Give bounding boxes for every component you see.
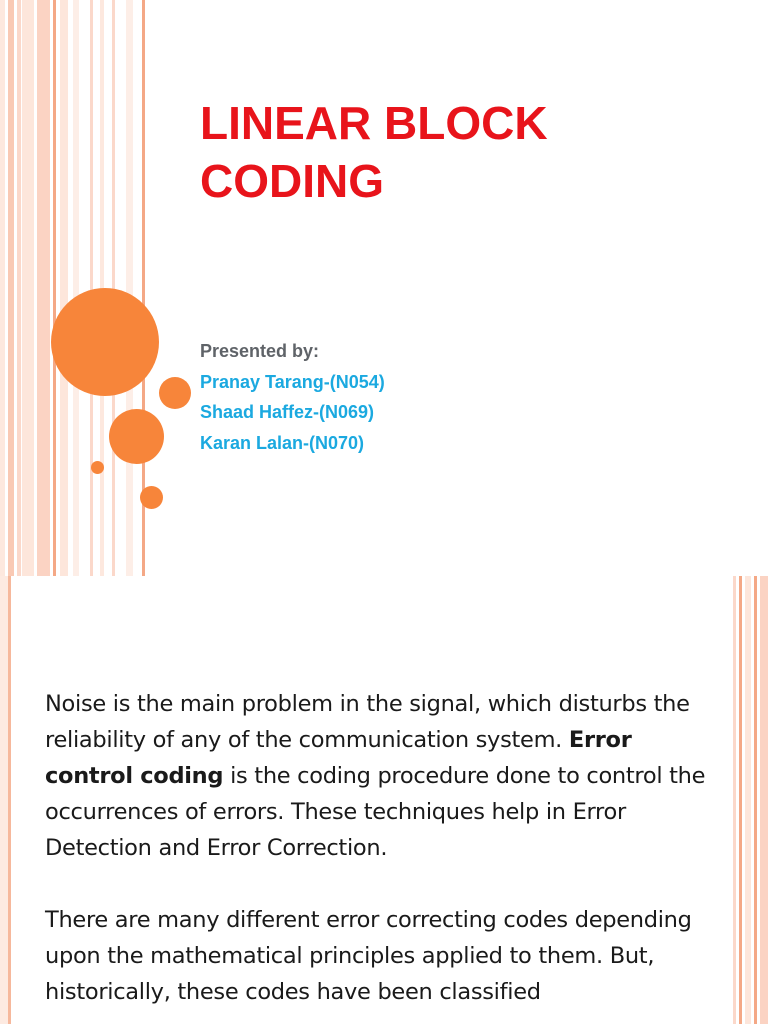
slide-body bbox=[45, 686, 725, 1024]
paragraph-2: There are many different error correcting codes depending upon the mathematical principles applied to them. But, historically, these codes have been classified bbox=[45, 907, 692, 1005]
title-line-2: CODING bbox=[200, 155, 384, 207]
decorative-stripe-right bbox=[745, 576, 751, 1024]
paragraph-1-text: Noise is the main problem in the signal, which disturbs the reliability of any of the communication system. bbox=[45, 691, 690, 753]
decorative-circle-tiny bbox=[91, 461, 104, 474]
decorative-stripe-right bbox=[733, 576, 736, 1024]
content-slide bbox=[0, 576, 768, 1024]
decorative-stripe-right bbox=[754, 576, 757, 1024]
emphasis-error-control-coding: Error control coding bbox=[45, 727, 632, 789]
decorative-stripe-left bbox=[0, 576, 8, 1024]
presented-by-label: Presented by: bbox=[200, 341, 320, 361]
decorative-stripes-left bbox=[0, 0, 150, 576]
paragraph-1-text-cont: is the coding procedure done to control the occurrences of errors. These techniques help in Error Detection and Error Correction. bbox=[45, 763, 706, 861]
decorative-circle-large bbox=[51, 288, 159, 396]
paragraph-1 bbox=[45, 686, 725, 866]
presenter-name: Karan Lalan-(N070) bbox=[200, 432, 365, 453]
decorative-circle-medium bbox=[109, 409, 164, 464]
presenters-block bbox=[200, 336, 385, 458]
decorative-stripe-left-inner bbox=[8, 576, 11, 1024]
presenter-name: Pranay Tarang-(N054) bbox=[200, 371, 385, 392]
presenter-name: Shaad Haffez-(N069) bbox=[200, 402, 375, 422]
title-line-1: LINEAR BLOCK bbox=[200, 97, 548, 149]
slide-title bbox=[200, 94, 740, 210]
decorative-circle-small-bottom bbox=[140, 486, 163, 509]
decorative-circle-small bbox=[159, 377, 191, 409]
decorative-stripe-right bbox=[739, 576, 742, 1024]
decorative-stripe-right bbox=[760, 576, 768, 1024]
